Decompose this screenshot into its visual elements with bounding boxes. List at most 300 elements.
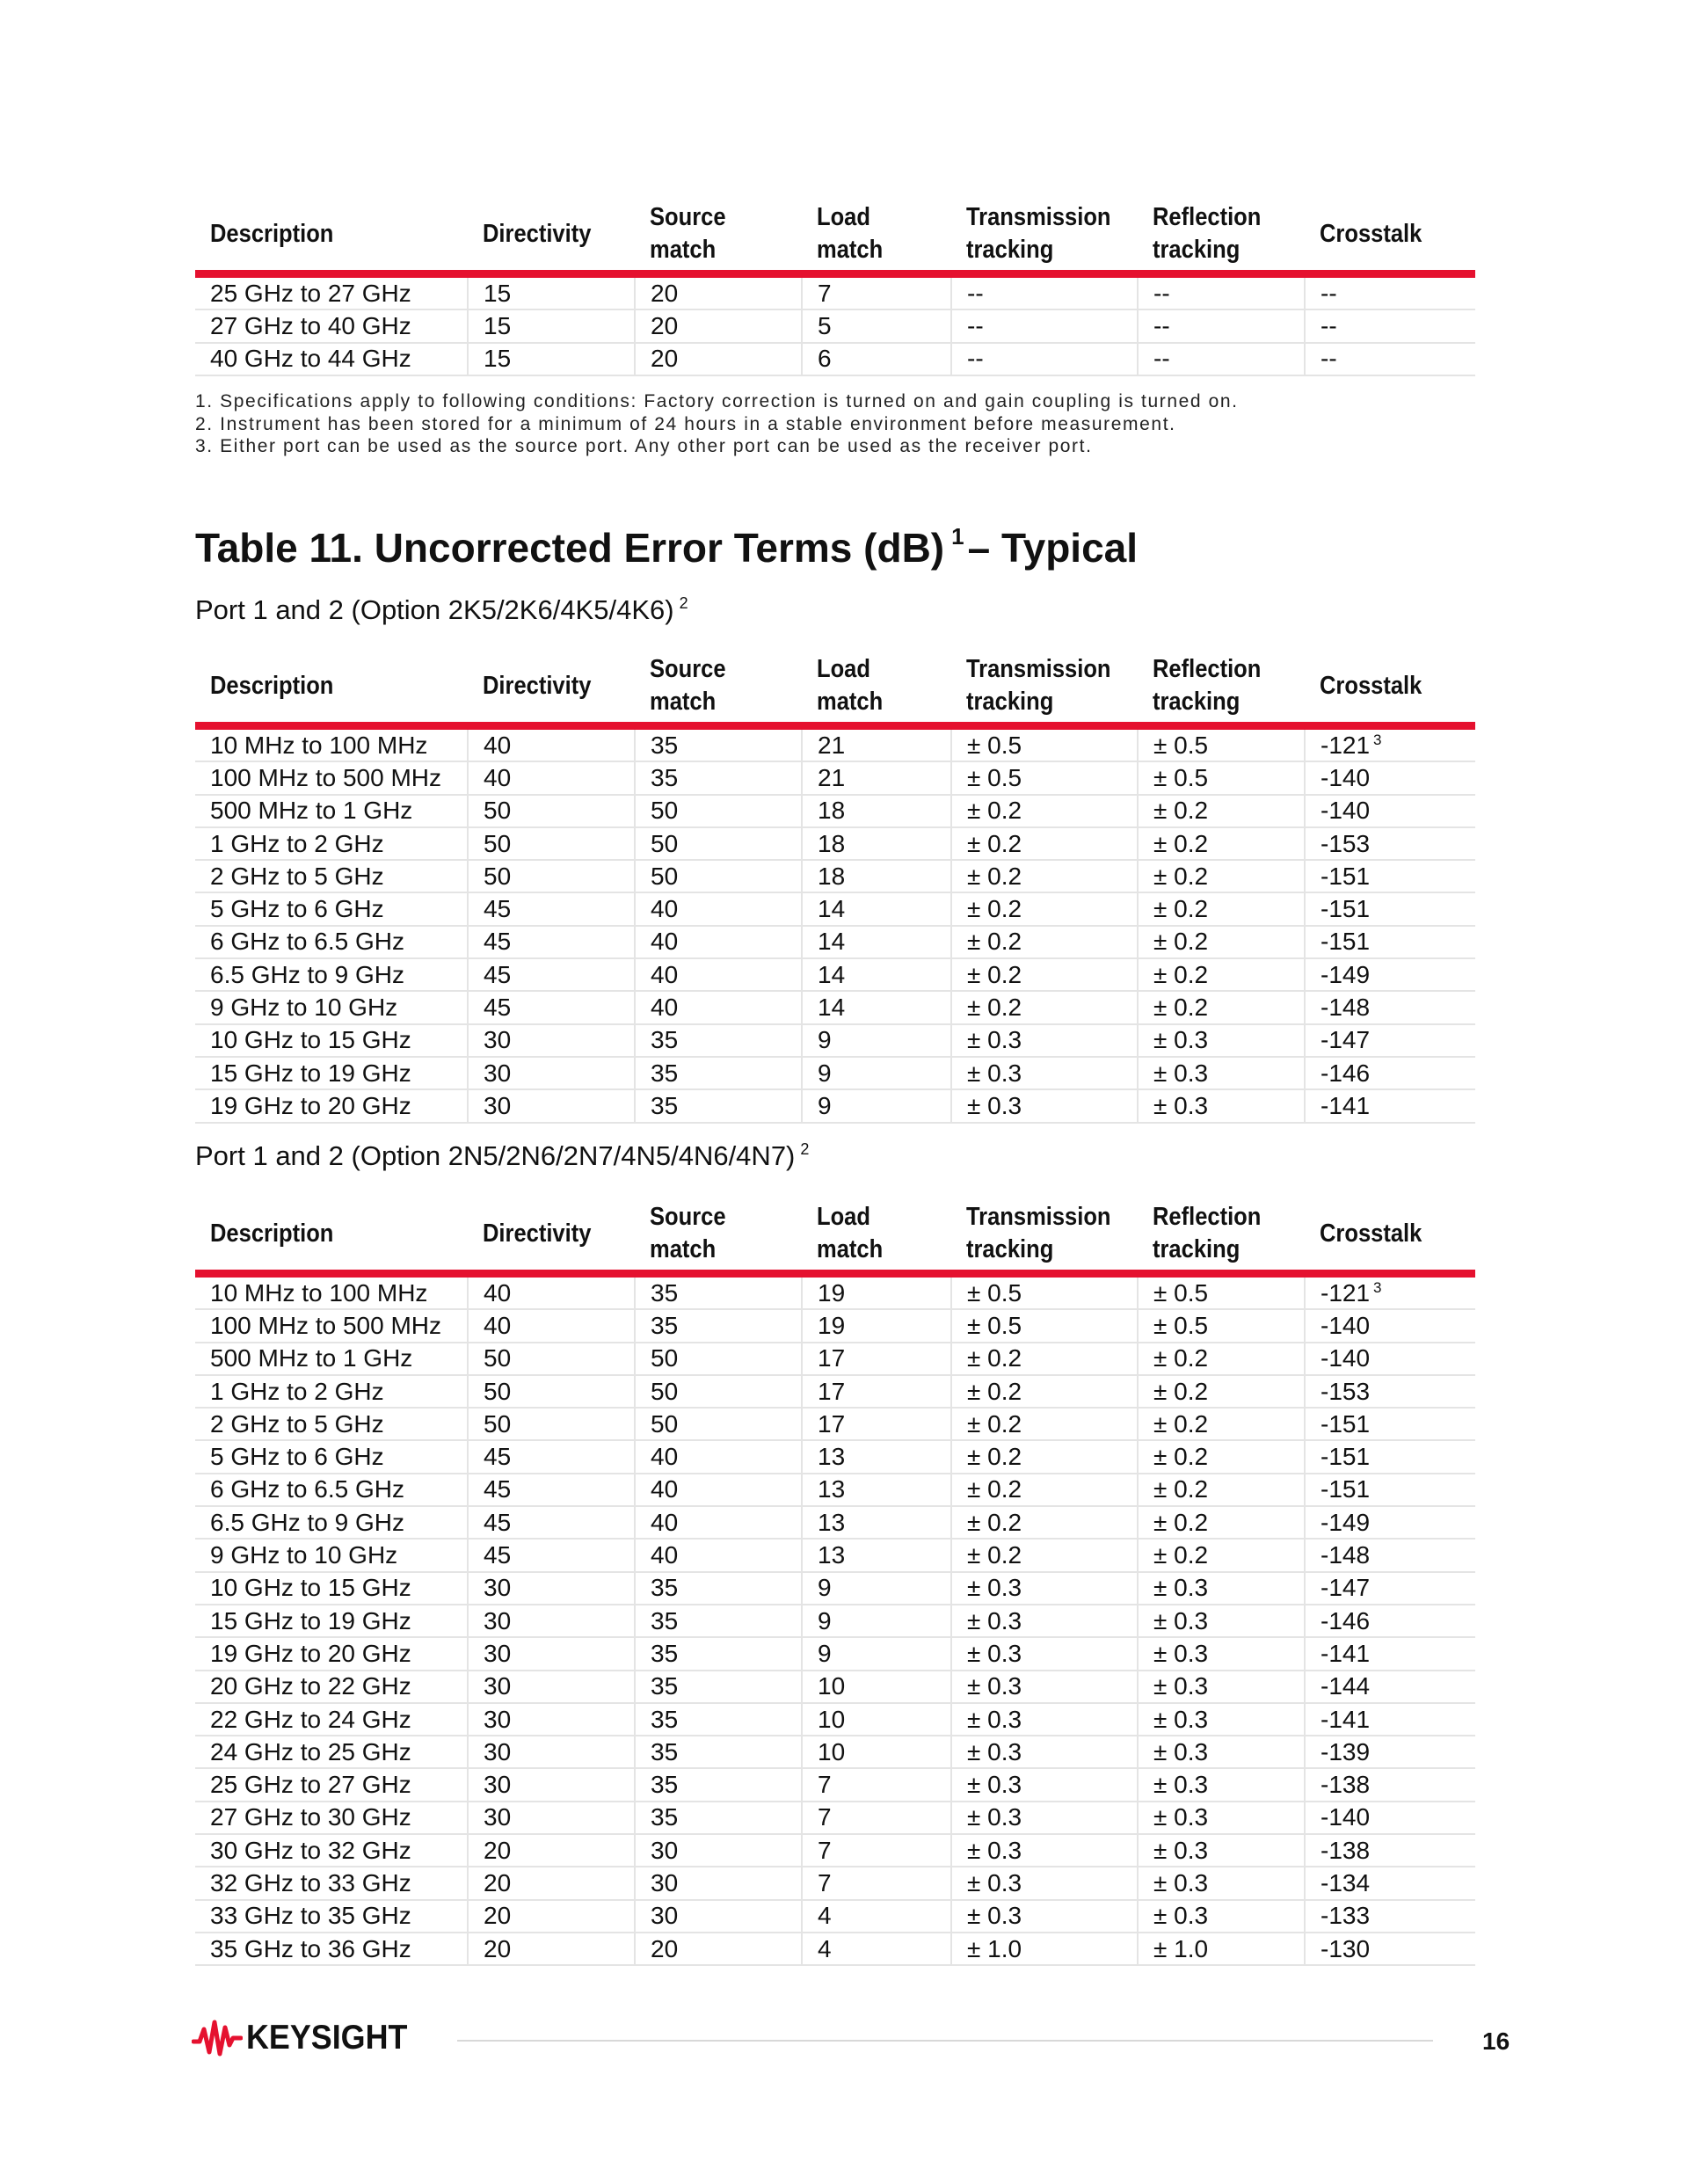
cell-value: 14 bbox=[818, 994, 846, 1022]
cell-value: ± 0.2 bbox=[967, 829, 1022, 857]
cell-value: 45 bbox=[484, 1443, 512, 1471]
table-cell bbox=[951, 1572, 1138, 1605]
column-header-line: Transmission bbox=[966, 203, 1111, 231]
cell-value: 24 GHz to 25 GHz bbox=[210, 1737, 411, 1765]
table-cell bbox=[1305, 827, 1475, 860]
cell-value: ± 0.3 bbox=[967, 1803, 1022, 1831]
table-cell bbox=[951, 1274, 1138, 1310]
table-cell bbox=[951, 1703, 1138, 1736]
table-cell bbox=[468, 1343, 635, 1375]
table-cell bbox=[1138, 1572, 1305, 1605]
crosstalk-footnote: 3 bbox=[1373, 732, 1382, 749]
cell-value: ± 0.3 bbox=[1153, 1868, 1209, 1896]
cell-value: ± 0.5 bbox=[1153, 763, 1209, 791]
table-cell bbox=[1138, 1605, 1305, 1637]
table-cell bbox=[195, 1089, 468, 1122]
table-cell bbox=[951, 1309, 1138, 1342]
table-cell bbox=[195, 795, 468, 827]
cell-value: ± 0.2 bbox=[967, 1508, 1022, 1536]
cell-value: 30 bbox=[484, 1574, 512, 1602]
cell-value: ± 0.3 bbox=[1153, 1026, 1209, 1054]
column-header-line: Directivity bbox=[483, 1219, 592, 1248]
table-cell bbox=[635, 958, 802, 991]
table-row bbox=[195, 1572, 1475, 1605]
table-cell bbox=[1138, 1703, 1305, 1736]
cell-value: 15 GHz to 19 GHz bbox=[210, 1606, 411, 1634]
section-a-subtitle-text: Port 1 and 2 (Option 2K5/2K6/4K5/4K6) bbox=[195, 594, 674, 625]
cell-value: 6 bbox=[818, 345, 832, 373]
cell-value: 35 bbox=[651, 1672, 679, 1700]
table-cell bbox=[635, 860, 802, 892]
table-row bbox=[195, 761, 1475, 794]
cell-value: 20 bbox=[484, 1934, 512, 1962]
column-header bbox=[635, 198, 802, 274]
cell-value: -149 bbox=[1321, 960, 1371, 988]
table-row bbox=[195, 1834, 1475, 1867]
table-cell bbox=[1305, 1768, 1475, 1801]
table-cell bbox=[468, 1539, 635, 1571]
cell-value: 40 bbox=[651, 1443, 679, 1471]
cell-value: -- bbox=[967, 311, 984, 339]
table-cell bbox=[802, 1375, 951, 1408]
table-cell bbox=[635, 827, 802, 860]
table-cell bbox=[1138, 892, 1305, 925]
table-cell bbox=[195, 1274, 468, 1310]
table-row bbox=[195, 1309, 1475, 1342]
table-cell bbox=[468, 1474, 635, 1506]
table-cell bbox=[635, 1834, 802, 1867]
table-cell bbox=[468, 1440, 635, 1473]
table-cell bbox=[802, 1834, 951, 1867]
table-row bbox=[195, 1605, 1475, 1637]
cell-value: ± 0.3 bbox=[967, 1737, 1022, 1765]
table-cell bbox=[1305, 274, 1475, 310]
table-cell bbox=[1138, 1440, 1305, 1473]
table-cell bbox=[468, 1572, 635, 1605]
cell-value: 20 bbox=[651, 311, 679, 339]
cell-value: ± 0.2 bbox=[1153, 895, 1209, 923]
cell-value: -121 bbox=[1321, 732, 1371, 760]
column-header bbox=[951, 650, 1138, 726]
table-cell bbox=[195, 1440, 468, 1473]
cell-value: 40 bbox=[651, 895, 679, 923]
table-cell bbox=[468, 1637, 635, 1670]
column-header-label bbox=[966, 1201, 1111, 1266]
cell-value: 50 bbox=[651, 829, 679, 857]
column-header bbox=[802, 650, 951, 726]
cell-value: ± 0.5 bbox=[1153, 731, 1209, 759]
table-cell bbox=[468, 958, 635, 991]
table-cell bbox=[635, 1768, 802, 1801]
table-cell bbox=[468, 309, 635, 342]
table-cell bbox=[951, 991, 1138, 1023]
table-row bbox=[195, 827, 1475, 860]
column-header-line: Source bbox=[650, 1203, 726, 1231]
cell-value: 20 bbox=[484, 1868, 512, 1896]
cell-value: ± 0.3 bbox=[1153, 1836, 1209, 1864]
table-row bbox=[195, 1274, 1475, 1310]
table-cell bbox=[802, 1089, 951, 1122]
cell-value: ± 0.3 bbox=[967, 1059, 1022, 1087]
table-cell bbox=[195, 1572, 468, 1605]
column-header-label bbox=[210, 1218, 333, 1250]
table-cell bbox=[1305, 991, 1475, 1023]
keysight-wordmark: KEYSIGHT bbox=[246, 2019, 408, 2057]
table-cell bbox=[1305, 1671, 1475, 1703]
table-cell bbox=[468, 1900, 635, 1933]
table-cell bbox=[195, 1024, 468, 1057]
cell-value: 17 bbox=[818, 1377, 846, 1405]
cell-value: 40 bbox=[484, 763, 512, 791]
crosstalk-footnote: 3 bbox=[1373, 1279, 1382, 1297]
cell-value: 50 bbox=[651, 797, 679, 825]
table-cell bbox=[951, 1440, 1138, 1473]
section-b-error-terms-table bbox=[195, 1198, 1475, 1966]
table-cell bbox=[1138, 1343, 1305, 1375]
cell-value: ± 0.5 bbox=[1153, 1311, 1209, 1339]
table-cell bbox=[635, 274, 802, 310]
table-cell bbox=[951, 761, 1138, 794]
cell-value: 35 bbox=[651, 1771, 679, 1799]
column-header bbox=[951, 1198, 1138, 1274]
cell-value: -141 bbox=[1321, 1705, 1371, 1733]
cell-value: ± 0.3 bbox=[1153, 1705, 1209, 1733]
footnote-3: 3. Either port can be used as the source port. Any other port can be used as the receiver port. bbox=[195, 436, 1093, 456]
cell-value: 35 bbox=[651, 1803, 679, 1831]
cell-value: 9 bbox=[818, 1091, 832, 1119]
table-cell bbox=[635, 1539, 802, 1571]
cell-value: 4 bbox=[818, 1902, 832, 1930]
table-cell bbox=[195, 1736, 468, 1768]
table-cell bbox=[951, 1900, 1138, 1933]
cell-value: 35 bbox=[651, 1311, 679, 1339]
cell-value: ± 0.2 bbox=[1153, 1377, 1209, 1405]
column-header-label bbox=[966, 201, 1111, 266]
table-cell bbox=[951, 1671, 1138, 1703]
cell-value: ± 0.3 bbox=[1153, 1639, 1209, 1667]
column-header-label bbox=[483, 218, 591, 251]
column-header-label bbox=[650, 1201, 726, 1266]
cell-value: 7 bbox=[818, 1868, 832, 1896]
table-cell bbox=[1305, 1802, 1475, 1834]
table-cell bbox=[635, 1408, 802, 1440]
table-cell bbox=[1305, 1933, 1475, 1965]
table-cell bbox=[1305, 926, 1475, 958]
table-cell bbox=[635, 991, 802, 1023]
table-body bbox=[195, 274, 1475, 375]
table-cell bbox=[1138, 1539, 1305, 1571]
cell-value: -153 bbox=[1321, 829, 1371, 857]
table-cell bbox=[1305, 1637, 1475, 1670]
cell-value: 30 bbox=[484, 1803, 512, 1831]
cell-value: -146 bbox=[1321, 1606, 1371, 1634]
column-header-line: Load bbox=[817, 655, 870, 683]
table-cell bbox=[802, 1343, 951, 1375]
cell-value: 7 bbox=[818, 1771, 832, 1799]
cell-value: 50 bbox=[484, 829, 512, 857]
table-cell bbox=[1138, 1024, 1305, 1057]
table-cell bbox=[635, 726, 802, 762]
table-11-title-text: Table 11. Uncorrected Error Terms (dB) bbox=[195, 525, 945, 571]
cell-value: -151 bbox=[1321, 862, 1371, 890]
column-header bbox=[1138, 650, 1305, 726]
cell-value: ± 0.3 bbox=[1153, 1902, 1209, 1930]
column-header-line: Source bbox=[650, 655, 726, 683]
table-cell bbox=[195, 761, 468, 794]
table-cell bbox=[802, 1605, 951, 1637]
cell-value: 30 bbox=[484, 1705, 512, 1733]
table-cell bbox=[802, 1867, 951, 1899]
table-row bbox=[195, 795, 1475, 827]
table-cell bbox=[1138, 309, 1305, 342]
table-row bbox=[195, 1802, 1475, 1834]
column-header bbox=[1138, 1198, 1305, 1274]
table-cell bbox=[635, 1024, 802, 1057]
cell-value: ± 0.2 bbox=[1153, 928, 1209, 956]
table-cell bbox=[468, 1802, 635, 1834]
column-header bbox=[635, 1198, 802, 1274]
column-header-line: Directivity bbox=[483, 671, 592, 700]
cell-value: 50 bbox=[484, 862, 512, 890]
cell-value: 22 GHz to 24 GHz bbox=[210, 1705, 411, 1733]
cell-value: 30 bbox=[651, 1868, 679, 1896]
table-cell bbox=[1305, 1506, 1475, 1539]
cell-value: 500 MHz to 1 GHz bbox=[210, 1344, 413, 1372]
cell-value: 30 bbox=[484, 1606, 512, 1634]
cell-value: ± 0.2 bbox=[1153, 829, 1209, 857]
cell-value: 30 bbox=[484, 1026, 512, 1054]
cell-value: 7 bbox=[818, 1803, 832, 1831]
cell-value: 50 bbox=[484, 1377, 512, 1405]
cell-value: 9 bbox=[818, 1639, 832, 1667]
cell-value: 35 GHz to 36 GHz bbox=[210, 1934, 411, 1962]
table-row bbox=[195, 958, 1475, 991]
cell-value: 13 bbox=[818, 1475, 846, 1503]
table-cell bbox=[802, 726, 951, 762]
table-cell bbox=[468, 860, 635, 892]
column-header-label bbox=[650, 201, 726, 266]
column-header-label bbox=[817, 201, 883, 266]
table-cell bbox=[195, 1834, 468, 1867]
cell-value: 45 bbox=[484, 960, 512, 988]
cell-value: 40 bbox=[484, 731, 512, 759]
table-row bbox=[195, 860, 1475, 892]
table-cell bbox=[1305, 1274, 1475, 1310]
table-cell bbox=[195, 1867, 468, 1899]
cell-value: 10 GHz to 15 GHz bbox=[210, 1026, 411, 1054]
table-cell bbox=[195, 1408, 468, 1440]
table-cell bbox=[635, 1572, 802, 1605]
cell-value: ± 0.3 bbox=[1153, 1606, 1209, 1634]
table-row bbox=[195, 1089, 1475, 1122]
table-cell bbox=[468, 1768, 635, 1801]
cell-value: ± 0.2 bbox=[967, 1475, 1022, 1503]
column-header-line: match bbox=[817, 236, 884, 264]
cell-value: 45 bbox=[484, 928, 512, 956]
table-cell bbox=[468, 1309, 635, 1342]
cell-value: -139 bbox=[1321, 1737, 1371, 1765]
table-cell bbox=[1305, 860, 1475, 892]
cell-value: 40 bbox=[651, 1541, 679, 1569]
column-header bbox=[635, 650, 802, 726]
cell-value: -- bbox=[1321, 345, 1337, 373]
cell-value: 40 bbox=[484, 1278, 512, 1307]
cell-value: ± 0.5 bbox=[967, 763, 1022, 791]
cell-value: -138 bbox=[1321, 1771, 1371, 1799]
column-header-line: match bbox=[650, 688, 717, 716]
table-header bbox=[195, 198, 1475, 274]
cell-value: ± 0.3 bbox=[967, 1836, 1022, 1864]
column-header bbox=[1305, 198, 1475, 274]
cell-value: 9 bbox=[818, 1574, 832, 1602]
column-header-line: Load bbox=[817, 1203, 870, 1231]
cell-value: 100 MHz to 500 MHz bbox=[210, 763, 441, 791]
cell-value: 10 bbox=[818, 1672, 846, 1700]
table-body bbox=[195, 1274, 1475, 1966]
table-cell bbox=[1138, 1506, 1305, 1539]
table-cell bbox=[802, 274, 951, 310]
cell-value: 19 GHz to 20 GHz bbox=[210, 1639, 411, 1667]
footer-divider bbox=[457, 2040, 1433, 2042]
table-cell bbox=[802, 1802, 951, 1834]
table-cell bbox=[951, 309, 1138, 342]
table-row bbox=[195, 926, 1475, 958]
cell-value: 40 bbox=[651, 1475, 679, 1503]
column-header-line: Reflection bbox=[1153, 203, 1262, 231]
cell-value: -147 bbox=[1321, 1574, 1371, 1602]
table-row bbox=[195, 1867, 1475, 1899]
table-cell bbox=[635, 1089, 802, 1122]
cell-value: 10 GHz to 15 GHz bbox=[210, 1574, 411, 1602]
column-header-line: Reflection bbox=[1153, 1203, 1262, 1231]
table-cell bbox=[1138, 926, 1305, 958]
table-cell bbox=[195, 1768, 468, 1801]
table-cell bbox=[951, 1768, 1138, 1801]
keysight-logo bbox=[192, 2019, 421, 2057]
table-cell bbox=[1138, 1671, 1305, 1703]
column-header bbox=[951, 198, 1138, 274]
table-cell bbox=[195, 1900, 468, 1933]
table-cell bbox=[195, 991, 468, 1023]
table-cell bbox=[1305, 1703, 1475, 1736]
table-cell bbox=[802, 827, 951, 860]
table-cell bbox=[195, 1605, 468, 1637]
cell-value: -138 bbox=[1321, 1836, 1371, 1864]
table-row bbox=[195, 343, 1475, 375]
table-row bbox=[195, 1736, 1475, 1768]
table-cell bbox=[195, 1671, 468, 1703]
cell-value: 20 bbox=[484, 1902, 512, 1930]
table-cell bbox=[802, 958, 951, 991]
cell-value: 27 GHz to 40 GHz bbox=[210, 311, 411, 339]
table-cell bbox=[1138, 726, 1305, 762]
table-cell bbox=[635, 795, 802, 827]
cell-value: 20 bbox=[651, 279, 679, 307]
cell-value: 40 bbox=[651, 1508, 679, 1536]
cell-value: -151 bbox=[1321, 1443, 1371, 1471]
cell-value: -140 bbox=[1321, 1311, 1371, 1339]
cell-value: 35 bbox=[651, 1059, 679, 1087]
table-cell bbox=[951, 860, 1138, 892]
cell-value: 50 bbox=[651, 862, 679, 890]
table-row bbox=[195, 1703, 1475, 1736]
table-cell bbox=[1138, 1834, 1305, 1867]
cell-value: -151 bbox=[1321, 1475, 1371, 1503]
table-cell bbox=[951, 1506, 1138, 1539]
cell-value: ± 0.2 bbox=[1153, 960, 1209, 988]
column-header-line: Description bbox=[210, 1219, 334, 1248]
table-row bbox=[195, 1375, 1475, 1408]
table-cell bbox=[1305, 1408, 1475, 1440]
column-header-line: Crosstalk bbox=[1320, 1219, 1422, 1248]
cell-value: 9 bbox=[818, 1026, 832, 1054]
table-cell bbox=[195, 1343, 468, 1375]
table-row bbox=[195, 726, 1475, 762]
table-cell bbox=[1305, 1900, 1475, 1933]
table-cell bbox=[635, 1605, 802, 1637]
table-cell bbox=[1305, 1343, 1475, 1375]
table-cell bbox=[635, 1867, 802, 1899]
cell-value: -140 bbox=[1321, 763, 1371, 791]
cell-value: -141 bbox=[1321, 1091, 1371, 1119]
column-header-line: Description bbox=[210, 219, 334, 248]
table-cell bbox=[951, 1933, 1138, 1965]
table-cell bbox=[468, 1834, 635, 1867]
table-cell bbox=[951, 1539, 1138, 1571]
table-cell bbox=[1305, 343, 1475, 375]
table-cell bbox=[468, 343, 635, 375]
cell-value: ± 0.2 bbox=[967, 1443, 1022, 1471]
table-cell bbox=[1305, 1024, 1475, 1057]
cell-value: 5 GHz to 6 GHz bbox=[210, 1443, 384, 1471]
cell-value: 45 bbox=[484, 1508, 512, 1536]
cell-value: 10 bbox=[818, 1737, 846, 1765]
column-header bbox=[195, 1198, 468, 1274]
cell-value: 9 bbox=[818, 1606, 832, 1634]
cell-value: 13 bbox=[818, 1443, 846, 1471]
cell-value: -148 bbox=[1321, 1541, 1371, 1569]
cell-value: ± 0.2 bbox=[1153, 1508, 1209, 1536]
cell-value: ± 0.5 bbox=[1153, 1278, 1209, 1307]
cell-value: 19 bbox=[818, 1278, 846, 1307]
cell-value: ± 0.2 bbox=[967, 928, 1022, 956]
table-cell bbox=[951, 1802, 1138, 1834]
table-11-title-footnote: 1 bbox=[951, 523, 964, 550]
cell-value: -153 bbox=[1321, 1377, 1371, 1405]
table-cell bbox=[468, 795, 635, 827]
table-cell bbox=[195, 958, 468, 991]
table-cell bbox=[468, 726, 635, 762]
column-header-line: tracking bbox=[1153, 688, 1241, 716]
cell-value: 15 bbox=[484, 311, 512, 339]
table-row bbox=[195, 309, 1475, 342]
cell-value: 33 GHz to 35 GHz bbox=[210, 1902, 411, 1930]
table-cell bbox=[635, 1506, 802, 1539]
cell-value: 9 GHz to 10 GHz bbox=[210, 994, 398, 1022]
table-cell bbox=[468, 1703, 635, 1736]
cell-value: 20 bbox=[651, 345, 679, 373]
table-cell bbox=[1305, 1736, 1475, 1768]
cell-value: 45 bbox=[484, 1541, 512, 1569]
column-header bbox=[468, 1198, 635, 1274]
table-cell bbox=[802, 795, 951, 827]
table-cell bbox=[1138, 1089, 1305, 1122]
cell-value: 35 bbox=[651, 1574, 679, 1602]
cell-value: -149 bbox=[1321, 1508, 1371, 1536]
table-cell bbox=[1138, 1309, 1305, 1342]
table-row bbox=[195, 1024, 1475, 1057]
table-cell bbox=[1138, 274, 1305, 310]
